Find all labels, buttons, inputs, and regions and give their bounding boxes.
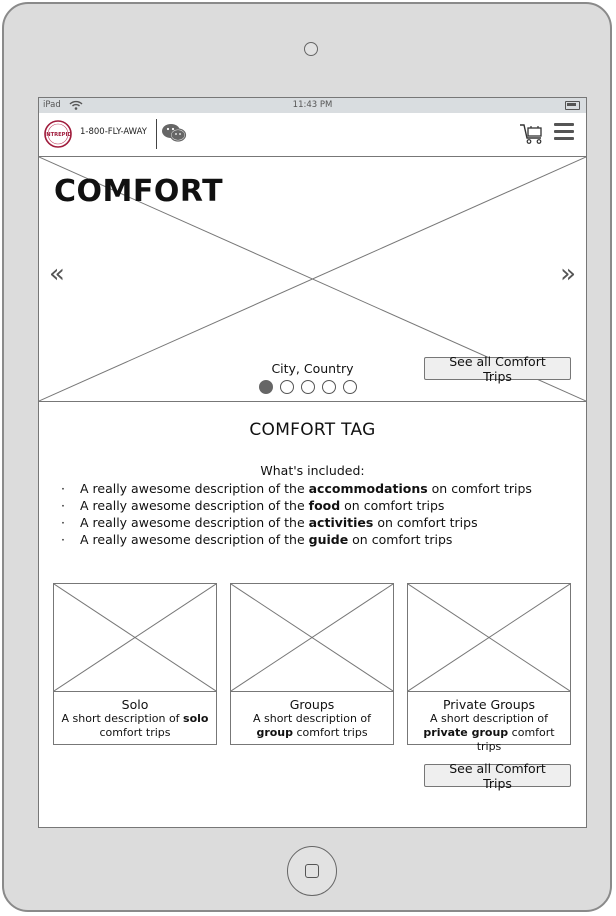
carousel-dot-4[interactable] [322, 380, 336, 394]
card-description: A short description of group comfort trips [252, 712, 372, 739]
svg-text:INTREPID: INTREPID [44, 132, 72, 138]
battery-icon [565, 101, 580, 110]
feature-item: · A really awesome description of the guide on comfort trips [61, 532, 453, 547]
card-description: A short description of solo comfort trips [61, 712, 209, 739]
feature-item: · A really awesome description of the accommodations on comfort trips [61, 481, 532, 496]
card-private-groups[interactable] [407, 583, 571, 753]
status-time: 11:43 PM [292, 100, 333, 110]
see-all-comfort-trips-button[interactable]: See all Comfort Trips [424, 357, 571, 380]
card-image-placeholder [54, 584, 216, 691]
nav-divider [156, 119, 157, 149]
card-image-placeholder [408, 584, 570, 691]
card-title: Private Groups [442, 697, 536, 712]
carousel-dot-3[interactable] [301, 380, 315, 394]
carousel-next-button[interactable]: » [560, 259, 576, 289]
card-title: Solo [121, 697, 149, 712]
hamburger-menu-icon[interactable] [554, 123, 574, 141]
feature-item: · A really awesome description of the food on comfort trips [61, 498, 445, 513]
home-square-icon [305, 864, 319, 878]
card-solo[interactable] [53, 583, 217, 745]
carousel-indicators [259, 380, 357, 394]
cart-icon[interactable] [519, 122, 545, 150]
feature-item: · A really awesome description of the activities on comfort trips [61, 515, 478, 530]
screen [38, 97, 587, 828]
wechat-icon[interactable] [161, 123, 187, 147]
see-all-comfort-trips-bottom-button[interactable]: See all Comfort Trips [424, 764, 571, 787]
home-button[interactable] [287, 846, 337, 896]
device-label: iPad [43, 100, 61, 110]
carousel-dot-1[interactable] [259, 380, 273, 394]
phone-number-link[interactable]: 1-800-FLY-AWAY [80, 127, 147, 137]
carousel-dot-2[interactable] [280, 380, 294, 394]
camera-icon [304, 42, 318, 56]
hero-carousel [39, 157, 586, 402]
card-description: A short description of private group comfort trips [423, 712, 555, 753]
card-groups[interactable] [230, 583, 394, 745]
hero-title: COMFORT [54, 174, 224, 209]
carousel-prev-button[interactable]: « [49, 259, 65, 289]
features-list [61, 480, 532, 548]
hero-location: City, Country [271, 361, 354, 376]
top-navbar [39, 113, 586, 157]
included-label: What's included: [260, 463, 365, 478]
carousel-dot-5[interactable] [343, 380, 357, 394]
tablet-frame [2, 2, 612, 912]
intrepid-logo[interactable] [44, 120, 72, 148]
section-title: COMFORT TAG [249, 420, 376, 440]
status-bar [39, 98, 586, 113]
card-title: Groups [289, 697, 335, 712]
card-image-placeholder [231, 584, 393, 691]
